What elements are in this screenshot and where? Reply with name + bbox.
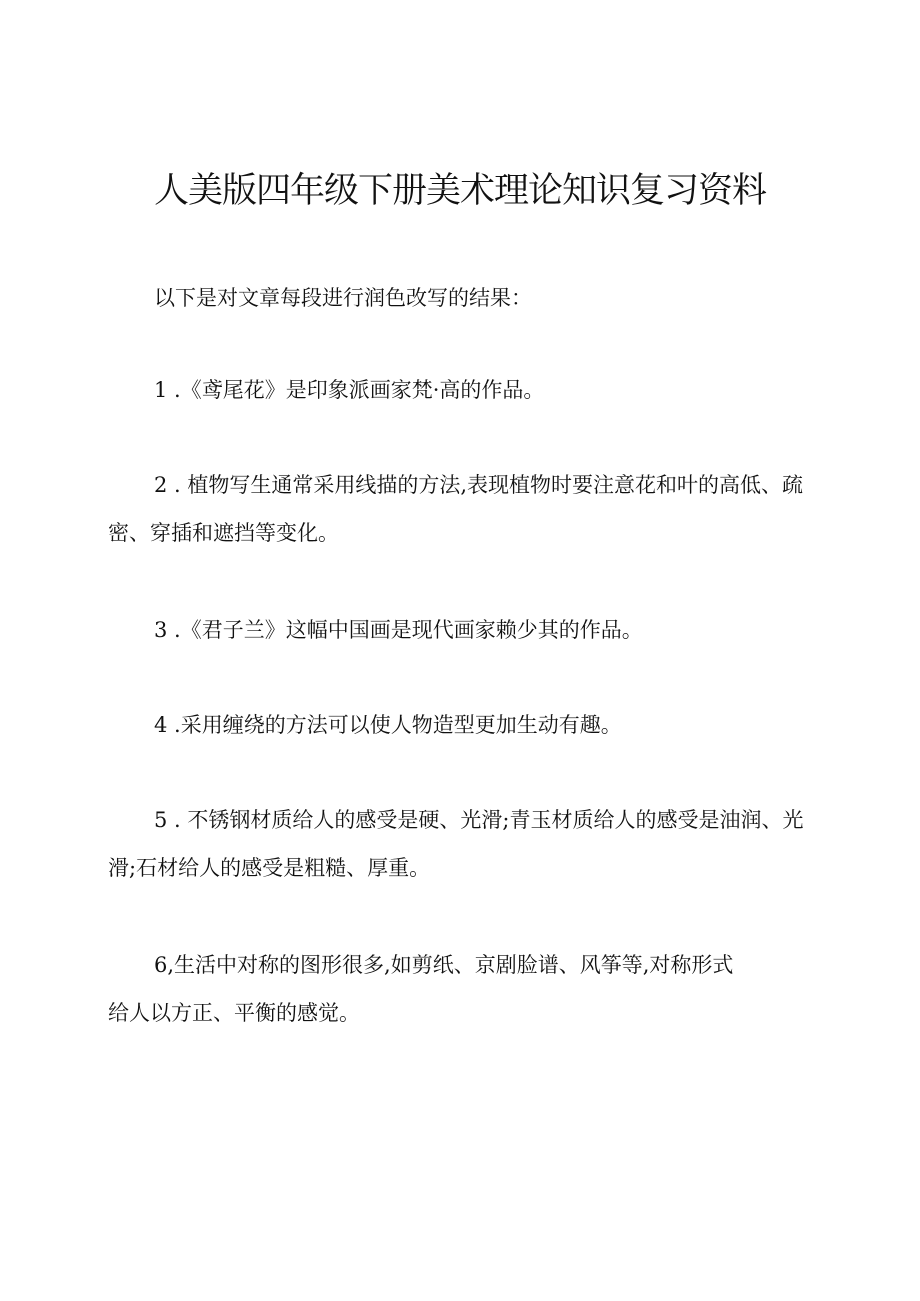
list-item-3: 3 .《君子兰》这幅中国画是现代画家赖少其的作品。 [154,618,643,642]
list-item-4: 4 .采用缠绕的方法可以使人物造型更加生动有趣。 [154,713,622,737]
list-item-6: 6,生活中对称的图形很多,如剪纸、京剧脸谱、风筝等,对称形式给人以方正、平衡的感觉。 [108,953,734,1025]
list-item-2: 2 . 植物写生通常采用线描的方法,表现植物时要注意花和叶的高低、疏密、穿插和遮挡等变化。 [108,473,804,545]
intro-paragraph: 以下是对文章每段进行润色改写的结果： [154,286,532,310]
list-item-5: 5 . 不锈钢材质给人的感受是硬、光滑;青玉材质给人的感受是油润、光滑;石材给人的感受是粗糙、厚重。 [108,808,804,880]
list-item-1: 1 .《鸢尾花》是印象派画家梵·高的作品。 [154,378,545,402]
document-title: 人美版四年级下册美术理论知识复习资料 [153,171,766,211]
